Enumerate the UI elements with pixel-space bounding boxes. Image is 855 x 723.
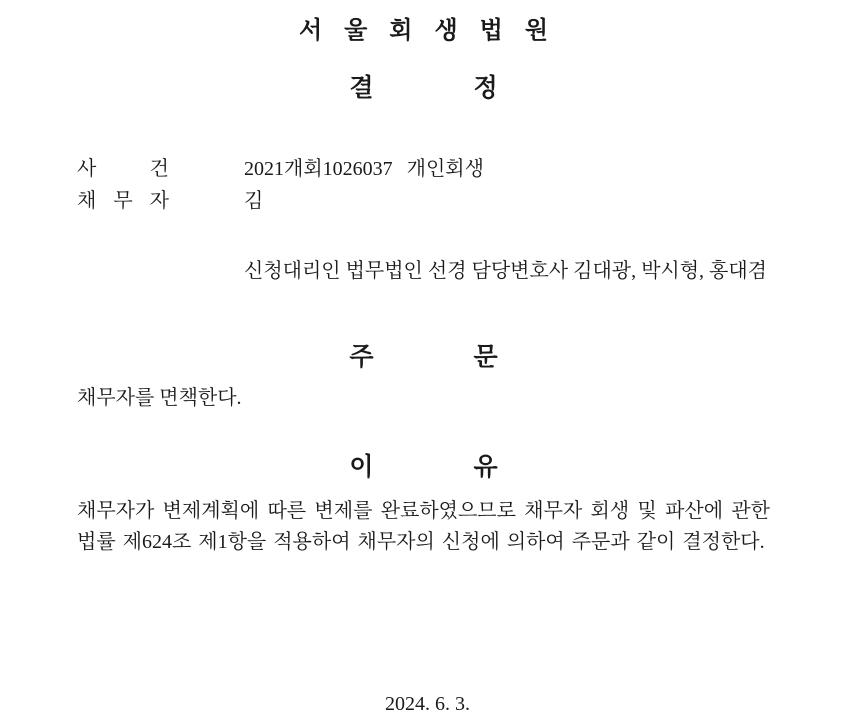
court-name-text: 서울회생법원 [298, 17, 571, 44]
order-heading-text: 주문 [349, 343, 598, 371]
reason-heading [77, 452, 770, 482]
reason-heading-text: 이유 [349, 453, 598, 481]
case-info-section [77, 153, 770, 217]
debtor-row [77, 185, 770, 217]
doc-type-heading [77, 73, 770, 103]
debtor-label: 채 무 자 [77, 190, 169, 212]
debtor-name: 김 [244, 190, 264, 212]
case-label: 사 건 [77, 158, 169, 180]
case-number-row [77, 153, 770, 185]
reason-text: 채무자가 변제계획에 따른 변제를 완료하였으므로 채무자 회생 및 파산에 관한 법률 제624조 제1항을 적용하여 채무자의 신청에 의하여 주문과 같이 결정한다. [77, 500, 770, 553]
court-name-heading [77, 16, 770, 46]
case-number: 2021개회1026037 [244, 158, 393, 180]
order-heading [77, 342, 770, 372]
order-text: 채무자를 면책한다. [77, 387, 242, 409]
representative-line: 신청대리인 법무법인 선경 담당변호사 김대광, 박시형, 홍대겸 [244, 260, 767, 282]
decision-date: 2024. 6. 3. [385, 693, 470, 715]
case-type: 개인회생 [406, 158, 484, 180]
doc-type-text: 결정 [349, 74, 598, 102]
